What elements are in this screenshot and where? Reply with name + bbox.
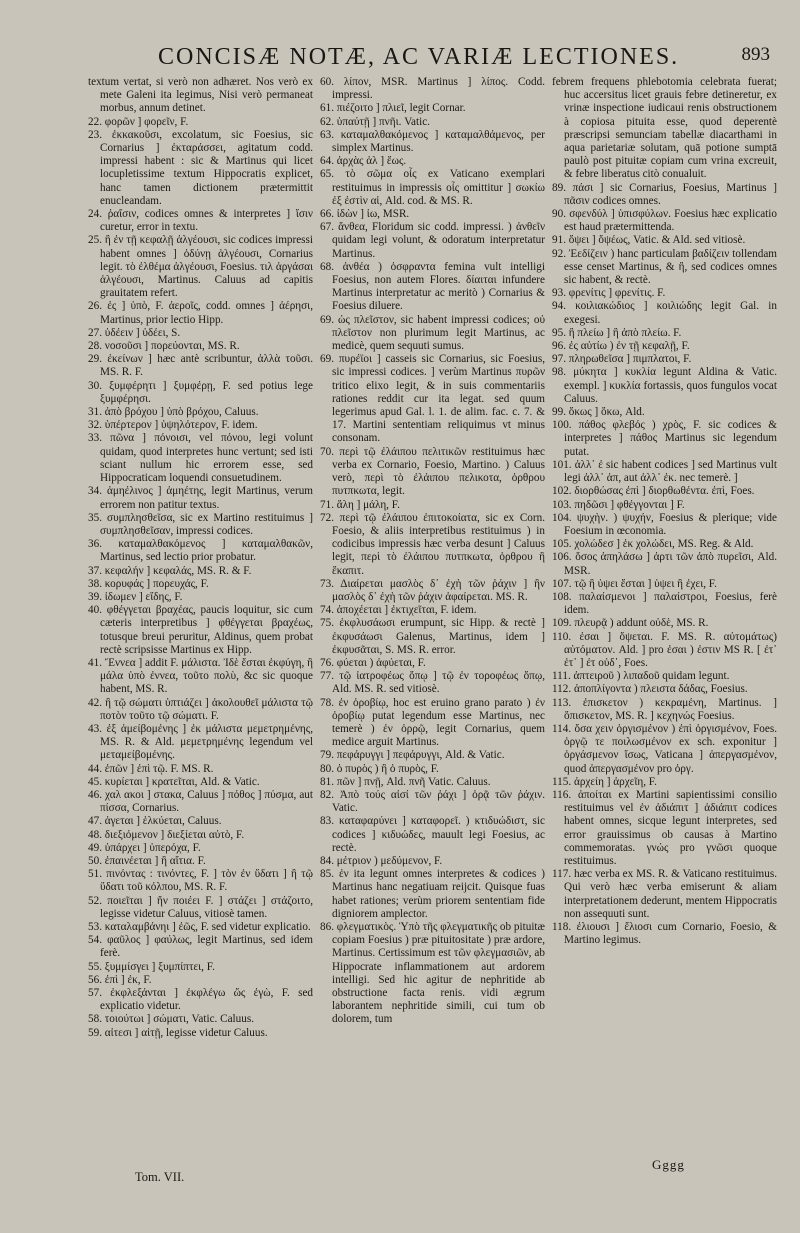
note-entry: 68. ἀνθέα ) ὀσφραντα femina vult intelligi Foesius, non autem Flores. δίαιται infundere Martinus interpretatur ac meritò ) Cornarius & Foesius diluere. xyxy=(320,260,545,313)
note-entry: 51. πινόντας : τινόντες, F. ] τὸν ἐν ὕδατι ] ἢ τῷ ὕδατι τοῦ κόλπου, MS. R. F. xyxy=(88,868,313,894)
note-entry: 47. ἀγεται ] ἑλκύεται, Caluus. xyxy=(88,815,222,828)
note-entry: 113. ἐπισκετον ) κεκραμένη, Martinus. ] ὅπισκετον, MS. R. ] κεχηνώς Foesius. xyxy=(552,696,777,722)
note-entry: 49. ὑπάρχει ] ὑπερόχα, F. xyxy=(88,841,201,854)
note-entry: 97. πληρωθεῖσα ] πιμπλατοι, F. xyxy=(552,353,692,366)
note-entry: 107. τῷ ἢ ὑψει ἔσται ] ὑψει ἢ ἐχει, F. xyxy=(552,577,717,590)
note-entry: 118. ἐλιουσι ] ἔλιοσι cum Cornario, Foesio, & Martino legimus. xyxy=(552,921,777,947)
note-entry: 62. ὑπαύτῇ ] πνῆι. Vatic. xyxy=(320,115,430,128)
note-entry: 45. κυρίεται ] κρατεῖται, Ald. & Vatic. xyxy=(88,775,260,788)
note-entry: 44. ἐπῶν ] ἐπὶ τῷ. F. MS. R. xyxy=(88,762,214,775)
note-entry: 53. καταλαμβάνηι ] ἐῶς, F. sed videtur explicatio. xyxy=(88,921,311,933)
note-entry: 32. ὑπέρτερον ] ὑψηλότερον, F. idem. xyxy=(88,419,258,432)
note-entry: 58. τοιούτωι ] σώματι, Vatic. Caluus. xyxy=(88,1013,255,1026)
note-entry: 86. φλεγματικὸς. Ὑπὸ τῆς φλεγματικῆς ob pituitæ copiam Foesius ) præ pituitositate ) præ ardore, Martinus. Certissimum est τῶν φλεγμασιῶν, ab Hippocrate inflammationem aut ardorem intelligi. Sed hic agitur de nephritide ab obstructione facta renis. vidi ægrum laborantem nephritide simili, cui tum ob dolorem, tum xyxy=(320,921,545,1026)
note-entry: 52. ποιεῖται ] ἤν ποιέει F. ] στάζει ] στάζοιτο, legisse videtur Caluus, vitiosè tamen. xyxy=(88,894,313,920)
note-entry: 54. φαῦλος ] φαύλως, legit Martinus, sed idem ferè. xyxy=(88,934,313,960)
note-entry: 60. λίπον, MSR. Martinus ] λίπος. Codd. impressi. xyxy=(320,76,545,102)
running-header xyxy=(88,40,780,74)
note-entry: 67. ἄνθεα, Floridum sic codd. impressi. ) ἀνθεῖν quidam legi volunt, & odoratum interpretatur Martinus. xyxy=(320,221,545,260)
note-entry: 34. ἀμηέλινος ] ἀμηέτης, legit Martinus, verum errorem non patitur textus. xyxy=(88,485,313,511)
note-entry: 101. ἀλλ᾽ ἐ sic habent codices ] sed Martinus vult legi ἀλλ᾽ ἀπ, aut ἀλλ᾽ ἐκ. nec temerè. ] xyxy=(552,458,777,485)
note-entry: 75. ἐκφλυσάωσι erumpunt, sic Hipp. & rectè ] ἐκφυσάωσι Galenus, Martinus, idem ] ἐκφυσᾶται, S. MS. R. error. xyxy=(320,617,545,656)
note-entry: 55. ξυμμίσγει ] ξυμπίπτει, F. xyxy=(88,960,215,973)
note-entry: 77. τῷ ἰατροφέως ὅπῳ ] τῷ ἐν τοροφέως ὅπῳ, Ald. MS. R. sed vitiosè. xyxy=(320,670,545,696)
note-entry: 22. φορῶν ] φορεῖν, F. xyxy=(88,115,189,128)
column-middle xyxy=(320,76,545,1040)
note-entry: textum vertat, si verò non adhæret. Nos verò ex mete Galeni ita legimus, Nisi verò permaneat morbus, annum detinet. xyxy=(88,76,313,115)
volume-label: Tom. VII. xyxy=(135,1170,185,1184)
note-entry: 66. ἰδὼν ] ἰω, MSR. xyxy=(320,208,410,221)
note-entry: 23. ἐκκακοῦσι, excolatum, sic Foesius, sic Cornarius ] ἐκταράσσει, agitatum codd. impressi habent : sic & Martinus qui licet locupletissime textum Hippocratis explicet, hanc tamen dictionem prætermittit enucleandam. xyxy=(88,128,313,207)
note-entry: 106. ὅσος ἀπηλάσω ] ἀρτι τῶν ἀπὸ πυρεῖσι, Ald. MSR. xyxy=(552,551,777,577)
note-entry: 41. Ἔννεα ] addit F. μάλιστα. Ἰδὲ ἔσται ἐκφύγη, ἢ μάλα ὑπὸ ἐννεα, τοῦτο πολὺ, &c sic quoque habent, MS. R. xyxy=(88,656,313,696)
note-entry: 48. διεξιόμενον ] διεξίεται αὐτὸ, F. xyxy=(88,828,245,841)
page-title: CONCISÆ NOTÆ, AC VARIÆ LECTIONES. xyxy=(158,44,680,70)
text-columns xyxy=(88,76,780,1040)
note-entry: 36. καταμαλθακόμενος ] καταμαλθακῶν, Martinus, sed lectio prior probatur. xyxy=(88,538,313,564)
note-entry: 109. πλευρᾷ ) addunt οὐδὲ, MS. R. xyxy=(552,617,709,630)
note-entry: 40. φθέγγεται βραχέας, paucis loquitur, sic cum cæteris interpretibus ] φθέγγεται βραχέως, totusque breui peruritur, Aldinus, quem probat rectè scripsisse Martinus ex Hipp. xyxy=(88,604,313,656)
note-entry: 27. ὑδέειν ] ὑδέει, S. xyxy=(88,326,181,339)
note-entry: 69. πυρέϊοι ] casseis sic Cornarius, sic Foesius, sic impressi codices. ] verùm Martinus πυρῶν tritico elixo legit, & in suis commentariis rationes reddit cur ita legat. sed quum legerimus apud Gal. l. 1. de alim. fac. c. 7. & 17. Martini sententiam reliquimus vt minus consonam. xyxy=(320,353,545,445)
note-entry: 30. ξυμφέρητι ] ξυμφέρῃ, F. sed potius lege ξυμφέρησι. xyxy=(88,379,313,405)
note-entry: 65. τὸ σῶμα οἷς ex Vaticano exemplari restituimus in impressis οἷς omittitur ] σωκίω ἐξ ἐστὶν αἱ, Ald. cod. & MS. R. xyxy=(320,168,545,207)
note-entry: 43. ἐξ ἀμείβομένης ] ἐκ μάλιστα μεμετρημένης, MS. R. & Ald. μεμετρημένης legendum vel μεταμείβομένης. xyxy=(88,722,313,762)
note-entry: 70. περὶ τῷ ἐλάιπου πελιτικῶν restituimus hæc verba ex Cornario, Foesio, Martino. ) Caluus verò, περὶ τὸ ἐλάιπου πελικοτα, ὀρθρου πυτπκωτα, legit. xyxy=(320,445,545,498)
note-entry: 24. ῥαΐσιν, codices omnes & interpretes ] ἴσιν curetur, error in textu. xyxy=(88,208,313,234)
note-entry: 46. χαλ ακοι ] στακα, Caluus ] πόθος ] πύσμα, aut πίσσα, Cornarius. xyxy=(88,788,313,815)
note-entry: 39. ἰδωμεν ] εἴδης, F. xyxy=(88,590,183,603)
note-entry: 84. μέτριον ) μεδύμενον, F. xyxy=(320,854,443,867)
note-entry: 90. σφενδύλ ] ὑπισφύλων. Foesius hæc explicatio est haud prætermittenda. xyxy=(552,208,777,234)
note-entry: 78. ἐν ὀροβίῳ, hoc est eruino grano parato ) ἐν ὀροβίῳ putat legendum esse Martinus, nec temerè ) ἐν ὀρρῷ, legit Cornarius, quem medice arguit Martinus. xyxy=(320,696,545,749)
note-entry: febrem frequens phlebotomia celebrata fuerat; huc accersitus licet grauis febre detineretur, ex vrinæ inspectione iudicaui renis obstructionem à copiosa pituita esse, quod deperentè præscripsi semunciam tabellæ diacarthami in aqua parietariæ solutam, quā potione sumptā paulò post pituitæ copiam cum vrina excreuit, & febre liberatus citò conualuit. xyxy=(552,76,777,181)
note-entry: 42. ἢ τῷ σώματι ὑπτιάζει ] ἀκολουθεῖ μάλιστα τῷ ποτὸν τοῦτο τῷ σώματι. F. xyxy=(88,696,313,722)
note-entry: 95. ἢ πλείω ] ἢ ἀπὸ πλείω. F. xyxy=(552,326,682,339)
note-entry: 63. καταμαλθακόμενος ] καταμαλθάμενος, per simplex Martinus. xyxy=(320,128,545,155)
note-entry: 83. καταφαρύνει ] καταφορεῖ. ) κτιδυώδιστ, sic codices ] κιδυώδες, mauult legi Foesius, ac rectè. xyxy=(320,815,545,854)
note-entry: 61. πιέζοιτο ] πλιεῖ, legit Cornar. xyxy=(320,102,466,115)
note-entry: 91. ὄψει ] ὄψέως, Vatic. & Ald. sed vitiosè. xyxy=(552,234,746,247)
note-entry: 50. ἐπαινέεται ] ἢ αἴτια. F. xyxy=(88,854,206,867)
note-entry: 56. ἐπὶ ] ἐκ, F. xyxy=(88,973,152,986)
note-entry: 76. φύεται ) ἀφύεται, F. xyxy=(320,656,426,669)
note-entry: 98. μύκητα ] κυκλία legunt Aldina & Vatic. exempl. ] κυκλία fortassis, quos fungulos vocat Caluus. xyxy=(552,366,777,405)
note-entry: 103. πηδῶσι ] φθέγγονται ] F. xyxy=(552,498,685,511)
note-entry: 25. ἢ ἐν τῇ κεφαλῇ ἀλγέουσι, sic codices impressi habent omnes ] ὀδύνῃ ἀλγέουσι, Cornarius legit. τὸ ἐλθέμα ἀλγέουσι, Foesius. τιλ ἀργάσαι ἀλγέουσι, Martinus. Caluus ad capitis grauitatem refert. xyxy=(88,234,313,300)
note-entry: 64. ἀρχὰς ἀλ ] ἕως. xyxy=(320,155,407,168)
note-entry: 116. ἀποίται ex Martini sapientissimi consilio restituimus vel ἐν ἀδιάπιτ ] ἀδιάπιτ codices habent omnes, sicque legunt interpretes, sed error grauissimus ob causas à Martino commemoratas. γνώς pro γνῶσι quoque restituimus. xyxy=(552,788,777,867)
note-entry: 81. πῶν ] πνῇ, Ald. πνῆ Vatic. Caluus. xyxy=(320,775,491,788)
note-entry: 99. ὄκως ] ὅκω, Ald. xyxy=(552,406,645,419)
note-entry: 108. παλαίσμενοι ] παλαίστροι, Foesius, ferè idem. xyxy=(552,590,777,617)
note-entry: 82. Ἀπὸ τούς αἰσί τῶν ῥάχι ] ὀρᾷ τῶν ῥάχιν. Vatic. xyxy=(320,788,545,815)
note-entry: 74. ἀποχέεται ] ἐκτιχεῖται, F. idem. xyxy=(320,604,477,617)
note-entry: 59. αἰτεσι ] αἰτῇ, legisse videtur Caluus. xyxy=(88,1026,268,1039)
note-entry: 112. ἀποπλίγοντα ) πλειστα δάδας, Foesius. xyxy=(552,683,748,696)
note-entry: 96. ἐς αὐτίω ) ἐν τῇ κεφαλῇ, F. xyxy=(552,340,690,353)
note-entry: 29. ἐκείνων ] hæc antè scribuntur, ἀλλὰ τοῦσι. MS. R. F. xyxy=(88,353,313,379)
column-left xyxy=(88,76,313,1040)
note-entry: 35. συμπλησθεῖσα, sic ex Martino restituimus ] συμπλησθεῖσαν, impressi codices. xyxy=(88,511,313,537)
note-entry: 93. φρενίτις ] φρενίτις. F. xyxy=(552,287,666,300)
note-entry: 94. κοιλιακώδιος ] κοιλιώδης legit Gal. in exegesi. xyxy=(552,300,777,326)
note-entry: 37. κεφαλήν ] κεφαλάς, MS. R. & F. xyxy=(88,564,252,577)
note-entry: 105. χολώδεσ ] ἐκ χολώδει, MS. Reg. & Ald. xyxy=(552,538,754,551)
note-entry: 57. ἐκφλεξάνται ] ἐκφλέγω ὥς ἐγὼ, F. sed explicatio videtur. xyxy=(88,987,313,1013)
note-entry: 114. ὅσα χειν ὀργισμένον ) ἐπὶ ὀργισμένον, Foes. ὀργῷ τε ποιλωσμένον ex sch. exponitur ] ὀργάσμενον ἴσως, Vaticana ] ἀπεργασμένον, quod ἀπεργασμένον pro ὀργ. xyxy=(552,722,777,775)
note-entry: 79. πεφάρυγγι ] πεφάρυγγι, Ald. & Vatic. xyxy=(320,749,505,762)
note-entry: 111. ἀπτειροῦ ) λιπαδοῦ quidam legunt. xyxy=(552,670,730,683)
note-entry: 72. περὶ τῷ ἐλάιπου ἐπιτοκοίατα, sic ex Corn. Foesio, & aliis interpretibus restituimus ) in codicibus impressis hæc verba desunt ] Caluus legit, περὶ τὸ ἐλάιπου πυτπκωτα, ὀρθρου ἢ ἕκαπιτ. xyxy=(320,511,545,577)
note-entry: 31. ἀπὸ βρόχου ] ὑπὸ βρόχου, Caluus. xyxy=(88,406,259,419)
note-entry: 110. ἐσαι ] ὄψεται. F. MS. R. αὐτομάτως) αὐτόματον. Ald. ] pro ἐσαι ) ἐστιν MS R. [ ἐτ᾽ ἐτ᾽ ] ἐτ οὐδ᾽, Foes. xyxy=(552,630,777,669)
note-entry: 80. ὁ πυρὸς ) ἢ ὁ πυρὸς, F. xyxy=(320,762,439,775)
note-entry: 69. ὡς πλεῖστον, sic habent impressi codices; οὐ πλεῖστον non plurimum legit Martinus, ac medicè, quem sequuti sumus. xyxy=(320,313,545,353)
note-entry: 89. πάσι ] sic Cornarius, Foesius, Martinus ] πᾶσιν codices omnes. xyxy=(552,181,777,207)
signature-mark: Gggg xyxy=(652,1157,685,1172)
note-entry: 102. διορθώσας ἐπὶ ] διορθωθέντα. ἐπὶ, Foes. xyxy=(552,485,755,498)
note-entry: 28. νοσοῦσι ] πορεύονται, MS. R. xyxy=(88,340,240,353)
note-entry: 33. πῶνα ] πόνοισι, vel πόνου, legi volunt quidam, quod interpretes hunc vertunt; sed isti sciant nullum hic errorem esse, sed Hippocraticam loquendi consuetudinem. xyxy=(88,432,313,485)
column-right xyxy=(552,76,777,1040)
note-entry: 117. hæc verba ex MS. R. & Vaticano restituimus. Qui verò hæc verba emiserunt & aliam interpretationem dederunt, mentem Hippocratis non assequuti sunt. xyxy=(552,868,777,920)
note-entry: 104. ψυχὴν. ) ψυχήν, Foesius & plerique; vide Foesium in œconomia. xyxy=(552,511,777,537)
note-entry: 100. πάθος φλεβός ) χρὸς, F. sic codices & interpretes ] πάθος Martinus sic legendum putat. xyxy=(552,419,777,458)
page-number: 893 xyxy=(741,44,770,65)
note-entry: 71. ἄλη ] μάλη, F. xyxy=(320,498,400,511)
note-entry: 26. ἐς ] ὑπὸ, F. ἀεροῖς, codd. omnes ] ἀέρησι, Martinus, prior lectio Hipp. xyxy=(88,300,313,326)
note-entry: 92. Ἐεδίζειν ) hanc particulam βαδίζειν tollendam esse censet Martinus, & ἢ, sed codices omnes sic habent, & rectè. xyxy=(552,247,777,287)
note-entry: 85. ἐν ita legunt omnes interpretes & codices ) Martinus hanc negatiuam reijcit. Quisque fuas habet rationes; verùm priorem sententiam fide digniorem amplector. xyxy=(320,868,545,920)
note-entry: 38. κορυφάς ] πορευχάς, F. xyxy=(88,577,209,590)
note-entry: 73. Διαίρεται μασλὸς δ᾽ ἐχὴ τῶν ῥάχιν ] ἢν μασλὸς δ᾽ ἐχὴ τῶν ῥάχιν ἀφαίρεται. MS. R. xyxy=(320,577,545,603)
note-entry: 115. ἀρχείη ] ἀρχεῖη, F. xyxy=(552,775,657,788)
